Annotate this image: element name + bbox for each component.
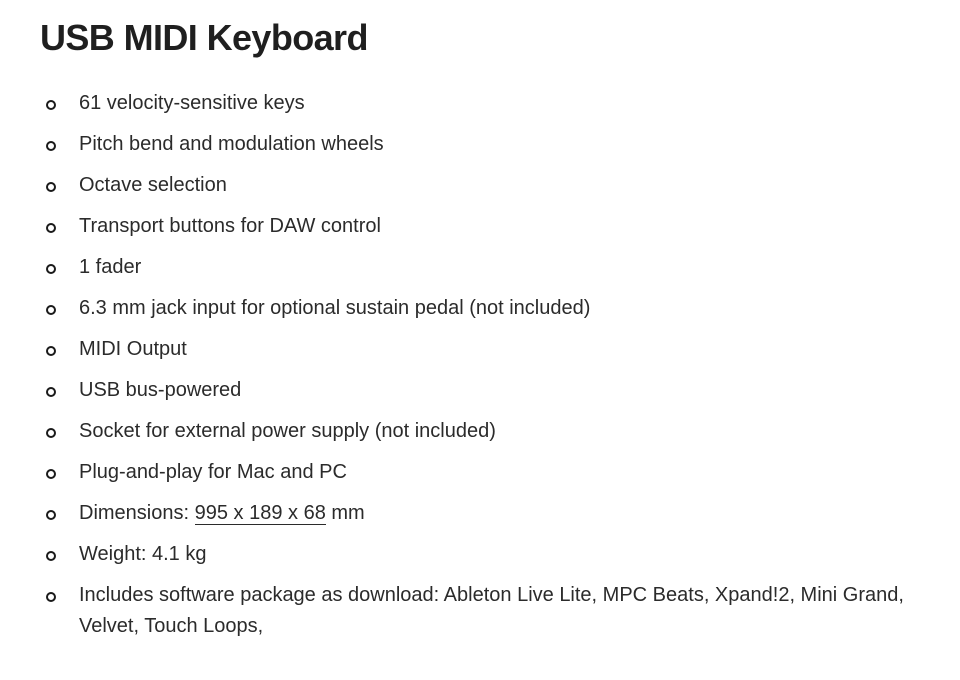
list-item	[40, 457, 920, 488]
bullet-circle-icon	[46, 100, 56, 110]
list-item	[40, 252, 920, 283]
feature-list	[40, 88, 920, 642]
dimensions-label: Dimensions:	[79, 502, 190, 524]
feature-text: Includes software package as download: Ableton Live Lite, MPC Beats, Xpand!2, Mini Grand, Velvet, Touch Loops,	[79, 584, 904, 637]
bullet-circle-icon	[46, 592, 56, 602]
list-item	[40, 88, 920, 119]
feature-text: Transport buttons for DAW control	[79, 215, 381, 237]
bullet-circle-icon	[46, 469, 56, 479]
list-item-software	[40, 580, 920, 642]
bullet-circle-icon	[46, 510, 56, 520]
bullet-circle-icon	[46, 387, 56, 397]
list-item	[40, 293, 920, 324]
bullet-circle-icon	[46, 141, 56, 151]
list-item	[40, 416, 920, 447]
feature-text: 61 velocity-sensitive keys	[79, 92, 305, 114]
list-item	[40, 170, 920, 201]
list-item	[40, 211, 920, 242]
list-item-dimensions	[40, 498, 920, 529]
list-item	[40, 334, 920, 365]
bullet-circle-icon	[46, 346, 56, 356]
dimensions-value-link[interactable]: 995 x 189 x 68	[194, 502, 326, 524]
list-item	[40, 375, 920, 406]
list-item	[40, 129, 920, 160]
feature-text: 6.3 mm jack input for optional sustain pedal (not included)	[79, 297, 591, 319]
feature-text: Weight: 4.1 kg	[79, 543, 207, 565]
bullet-circle-icon	[46, 305, 56, 315]
dimensions-unit: mm	[331, 502, 365, 524]
feature-text: Pitch bend and modulation wheels	[79, 133, 384, 155]
feature-text: 1 fader	[79, 256, 142, 278]
feature-text: Octave selection	[79, 174, 227, 196]
feature-text: Socket for external power supply (not included)	[79, 420, 496, 442]
feature-text: MIDI Output	[79, 338, 187, 360]
feature-text: Plug-and-play for Mac and PC	[79, 461, 347, 483]
bullet-circle-icon	[46, 182, 56, 192]
page-title: USB MIDI Keyboard	[40, 17, 368, 58]
feature-text: USB bus-powered	[79, 379, 242, 401]
bullet-circle-icon	[46, 223, 56, 233]
bullet-circle-icon	[46, 428, 56, 438]
bullet-circle-icon	[46, 264, 56, 274]
list-item-weight	[40, 539, 920, 570]
bullet-circle-icon	[46, 551, 56, 561]
